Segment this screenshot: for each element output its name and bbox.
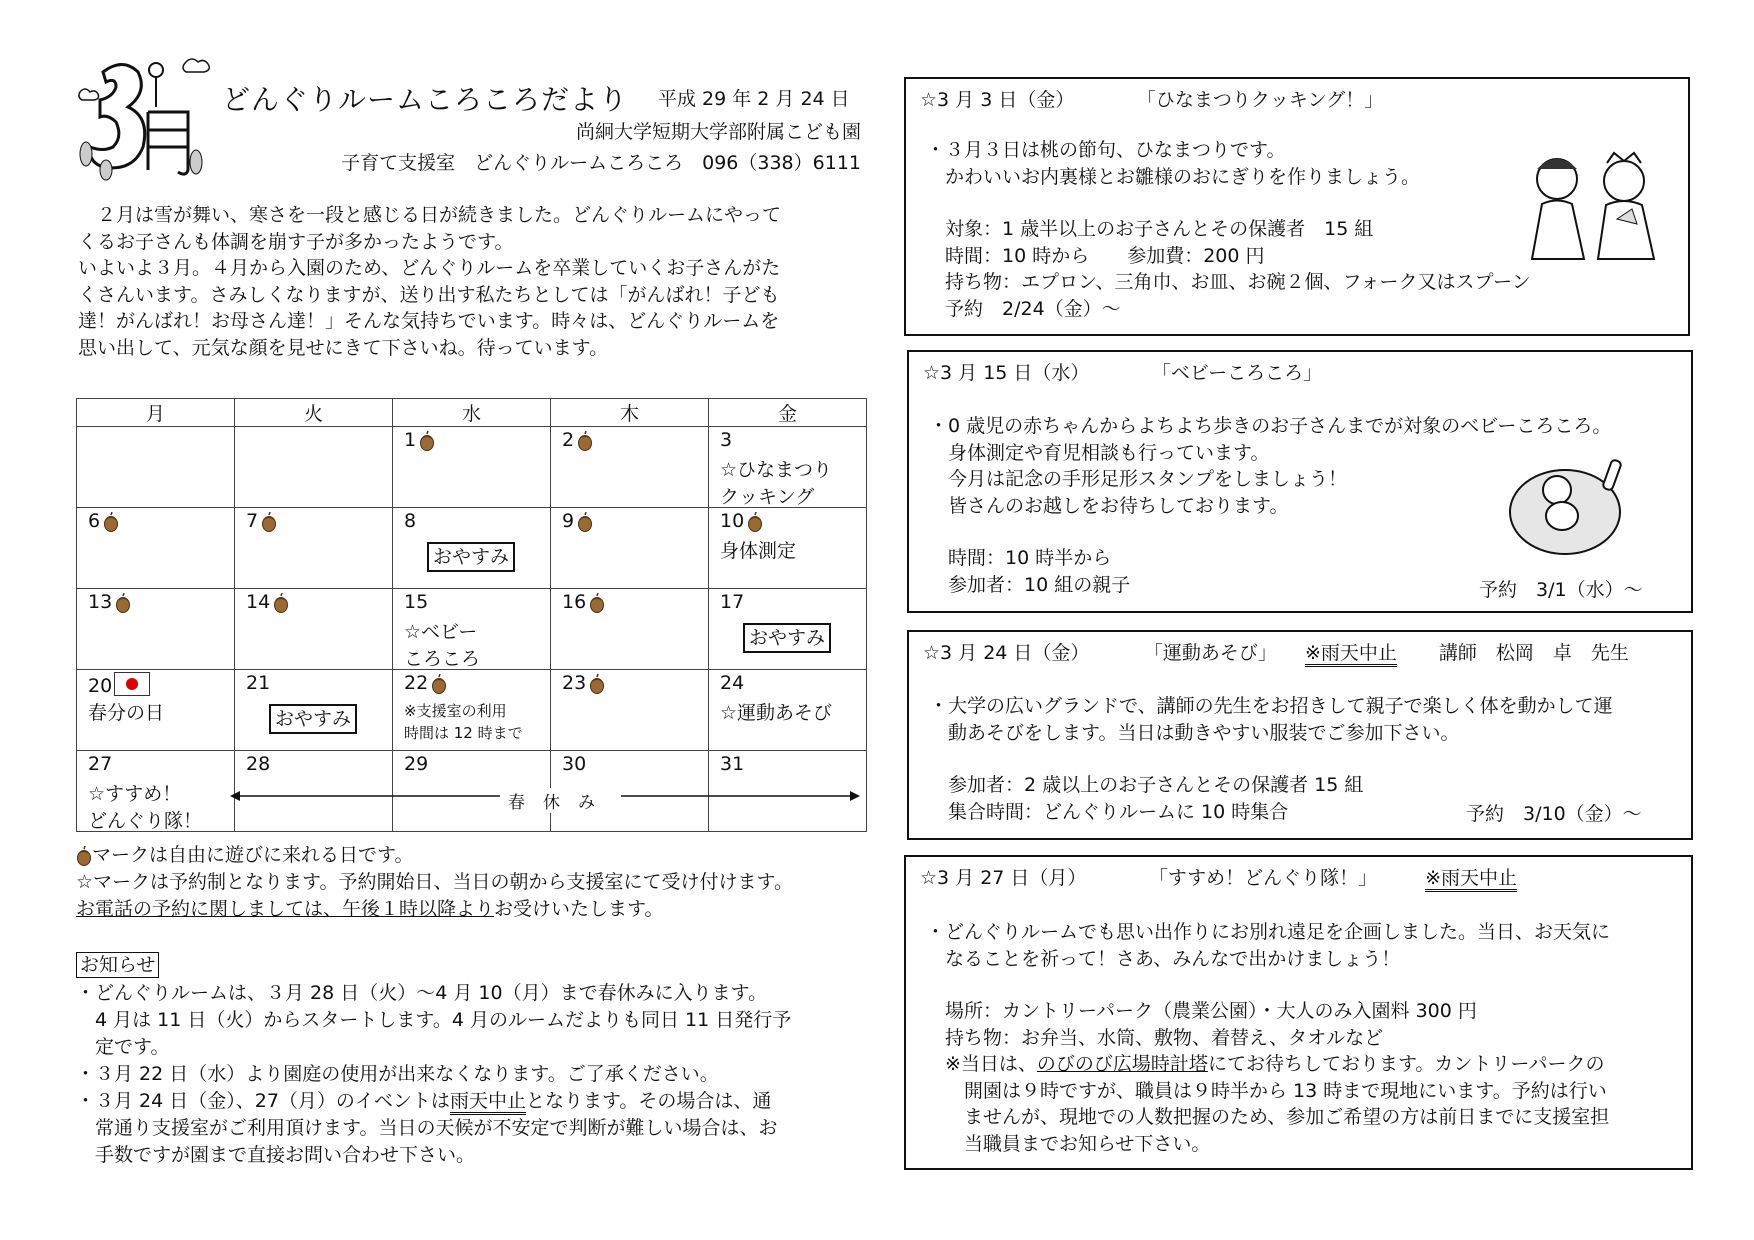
day-number: 6: [88, 510, 101, 532]
calendar-cell: [551, 589, 709, 670]
news-list: [76, 980, 791, 1169]
calendar-cell: [709, 508, 867, 589]
day-number: 31: [720, 753, 745, 775]
day-number: 9: [562, 510, 575, 532]
intro-line: ２月は雪が舞い、寒さを一段と感じる日が続きました。どんぐりルームにやって: [78, 204, 782, 226]
event-label: ☆運動あそび: [720, 702, 833, 724]
event-label: ☆ベビー ころころ: [404, 621, 481, 670]
calendar-cell-empty: [77, 427, 235, 508]
weekday-header: 金: [709, 399, 867, 427]
event-header: ☆3 月 24 日（金） 「運動あそび」 ※雨天中止 講師 松岡 卓 先生: [923, 638, 1629, 665]
event-reserve: 予約 3/1（水）～: [1479, 579, 1643, 601]
calendar-cell-empty: [235, 427, 393, 508]
acorn-icon: [273, 593, 289, 613]
legend-acorn: マークは自由に遊びに来れる日です。: [92, 844, 414, 866]
day-number: 17: [720, 591, 745, 613]
calendar-cell: [709, 670, 867, 751]
news-label: お知らせ: [76, 952, 159, 978]
closed-label: おやすみ: [743, 623, 831, 653]
baby-illustration: [1507, 452, 1637, 562]
day-number: 10: [720, 510, 745, 532]
calendar-legend: [76, 842, 793, 923]
calendar-cell: [709, 427, 867, 508]
event-body: ・0 歳児の赤ちゃんからよちよち歩きのお子さんまでが対象のベビーころころ。 身体測定や育児相談も行っています。 今月は記念の手形足形スタンプをしましょう！ 皆さんのお越しをお待ちしております。 時間：10 時半から 参加者：10 組の親子: [929, 415, 1612, 596]
event-header: ☆3 月 27 日（月） 「すすめ！どんぐり隊！」 ※雨天中止: [920, 863, 1517, 890]
hina-dolls-illustration: [1522, 149, 1662, 264]
closed-label: おやすみ: [269, 704, 357, 734]
intro-line: 達！がんばれ！お母さん達！」そんな気持ちでいます。時々は、どんぐりルームを: [78, 310, 780, 332]
legend-phone-tail: お受けいたします。: [494, 898, 664, 920]
day-number: 29: [404, 753, 429, 775]
calendar-cell: [709, 589, 867, 670]
day-number: 23: [562, 672, 587, 694]
legend-star: ☆マークは予約制となります。予約開始日、当日の朝から支援室にて受け付けます。: [76, 871, 793, 893]
meeting-place: のびのび広場時計塔: [1036, 1053, 1208, 1075]
news-line: ・どんぐりルームは、３月 28 日（火）～4 月 10（月）まで春休みに入ります。: [76, 982, 768, 1004]
calendar-cell: [551, 670, 709, 751]
rain-cancel-text: 雨天中止: [450, 1090, 526, 1115]
acorn-icon: [577, 431, 593, 451]
day-number: 20: [88, 675, 113, 697]
issue-date: 平成 29 年 2 月 24 日: [658, 88, 850, 110]
acorn-icon: [589, 593, 605, 613]
acorn-icon: [747, 512, 763, 532]
month-logo: [78, 52, 218, 187]
acorn-icon: [577, 512, 593, 532]
acorn-icon: [115, 593, 131, 613]
event-label: ※支援室の利用 時間は 12 時まで: [404, 702, 523, 742]
weekday-header: 木: [551, 399, 709, 427]
acorn-icon: [419, 431, 435, 451]
news-line: ・３月 22 日（水）より園庭の使用が出来なくなります。ご了承ください。: [76, 1063, 719, 1085]
day-number: 22: [404, 672, 429, 694]
day-number: 27: [88, 753, 113, 775]
calendar-cell: [77, 508, 235, 589]
calendar-cell: [551, 427, 709, 508]
news-line: 手数ですが園まで直接お問い合わせ下さい。: [76, 1144, 476, 1166]
japan-flag-icon: [114, 672, 150, 696]
event-box-hinamatsuri: [904, 77, 1690, 336]
rain-cancel-text: ※雨天中止: [1425, 867, 1517, 892]
closed-label: おやすみ: [427, 542, 515, 572]
day-number: 24: [720, 672, 745, 694]
event-label: ☆すすめ！ どんぐり隊！: [88, 783, 203, 832]
calendar-cell: [235, 670, 393, 751]
calendar-cell: [235, 508, 393, 589]
event-label: ☆ひなまつり クッキング: [720, 459, 833, 508]
event-box-susume-donguri: [904, 855, 1693, 1170]
rain-cancel-text: ※雨天中止: [1305, 642, 1397, 667]
intro-line: 思い出して、元気な顔を見せにきて下さいね。待っています。: [78, 336, 609, 359]
acorn-icon: [76, 846, 92, 866]
news-line: 常通り支援室がご利用頂けます。当日の天候が不安定で判断が難しい場合は、お: [76, 1117, 778, 1139]
calendar-cell: [77, 670, 235, 751]
weekday-header: 水: [393, 399, 551, 427]
event-label: 身体測定: [720, 540, 797, 562]
intro-paragraph: [78, 202, 868, 361]
day-number: 8: [404, 510, 417, 532]
event-reserve: 予約 3/10（金）～: [1466, 803, 1642, 825]
acorn-icon: [261, 512, 277, 532]
calendar-cell: [235, 589, 393, 670]
news-line: ・３月 24 日（金）、27（月）のイベントは雨天中止となります。その場合は、通: [76, 1088, 791, 1115]
event-body: ・大学の広いグランドで、講師の先生をお招きして親子で楽しく体を動かして運 動あそびをします。当日は動きやすい服装でご参加下さい。 参加者：2 歳以上のお子さんとその保護者 15 組 集合時間：どんぐりルームに 10 時集合: [929, 695, 1613, 823]
weekday-header: 月: [77, 399, 235, 427]
event-label: 春分の日: [88, 702, 165, 724]
office-contact: 子育て支援室 どんぐりルームころころ 096（338）6111: [341, 152, 861, 174]
news-line: 定です。: [76, 1036, 170, 1058]
day-number: 1: [404, 429, 417, 451]
weekday-header: 火: [235, 399, 393, 427]
intro-line: くるお子さんも体調を崩す子が多かったようです。: [78, 230, 514, 253]
day-number: 3: [720, 429, 733, 451]
acorn-icon: [431, 674, 447, 694]
intro-line: くさんいます。さみしくなりますが、送り出す私たちとしては「がんばれ！子ども: [78, 283, 780, 306]
event-header: ☆3 月 3 日（金） 「ひなまつりクッキング！」: [920, 89, 1384, 111]
calendar-cell: [77, 589, 235, 670]
news-line: 4 月は 11 日（火）からスタートします。4 月のルームだよりも同日 11 日発行予: [76, 1009, 792, 1031]
event-header: ☆3 月 15 日（水） 「ベビーころころ」: [923, 362, 1323, 384]
day-number: 16: [562, 591, 587, 613]
school-name: 尚絅大学短期大学部附属こども園: [575, 121, 861, 143]
calendar-cell: [551, 508, 709, 589]
legend-phone: お電話の予約に関しましては、午後１時以降より: [76, 898, 495, 920]
intro-line: いよいよ３月。４月から入園のため、どんぐりルームを卒業していくお子さんがた: [78, 257, 781, 279]
day-number: 21: [246, 672, 271, 694]
day-number: 7: [246, 510, 259, 532]
day-number: 30: [562, 753, 587, 775]
calendar-cell: [393, 670, 551, 751]
newsletter-title: どんぐりルームころころだより: [222, 83, 629, 116]
event-box-undo-asobi: [907, 630, 1693, 840]
day-number: 2: [562, 429, 575, 451]
march-calendar: [76, 398, 867, 832]
day-number: 14: [246, 591, 271, 613]
month-logo-illustration: [78, 52, 218, 187]
day-number: 13: [88, 591, 113, 613]
calendar-cell: [77, 751, 235, 832]
calendar-cell: [393, 427, 551, 508]
spring-break-label: 春休み: [500, 788, 621, 813]
acorn-icon: [103, 512, 119, 532]
calendar-cell: [393, 508, 551, 589]
calendar-cell: [393, 589, 551, 670]
event-box-baby-korokoro: [907, 350, 1693, 613]
day-number: 28: [246, 753, 271, 775]
acorn-icon: [589, 674, 605, 694]
event-body: ・３月３日は桃の節句、ひなまつりです。 かわいいお内裏様とお雛様のおにぎりを作りましょう。 対象：1 歳半以上のお子さんとその保護者 15 組 時間：10 時から 参加費：200 円 持ち物：エプロン、三角巾、お皿、お碗２個、フォーク又はスプーン 予約 2/24（金）～: [926, 139, 1531, 320]
event-body: ・どんぐりルームでも思い出作りにお別れ遠足を企画しました。当日、お天気に なることを祈って！さあ、みんなで出かけましょう！ 場所：カントリーパーク（農業公園）・大人のみ入園料 300 円 持ち物：お弁当、水筒、敷物、着替え、タオルなど ※当日は、のびのび広場時計塔にてお待ちしております。カントリーパークの 開園は９時ですが、職員は９時半から 13 時まで現地にいます。予約は行い ませんが、現地での人数把握のため、参加ご希望の方は前日までに支援室担 当職員までお知らせ下さい。: [926, 921, 1611, 1155]
day-number: 15: [404, 591, 429, 613]
